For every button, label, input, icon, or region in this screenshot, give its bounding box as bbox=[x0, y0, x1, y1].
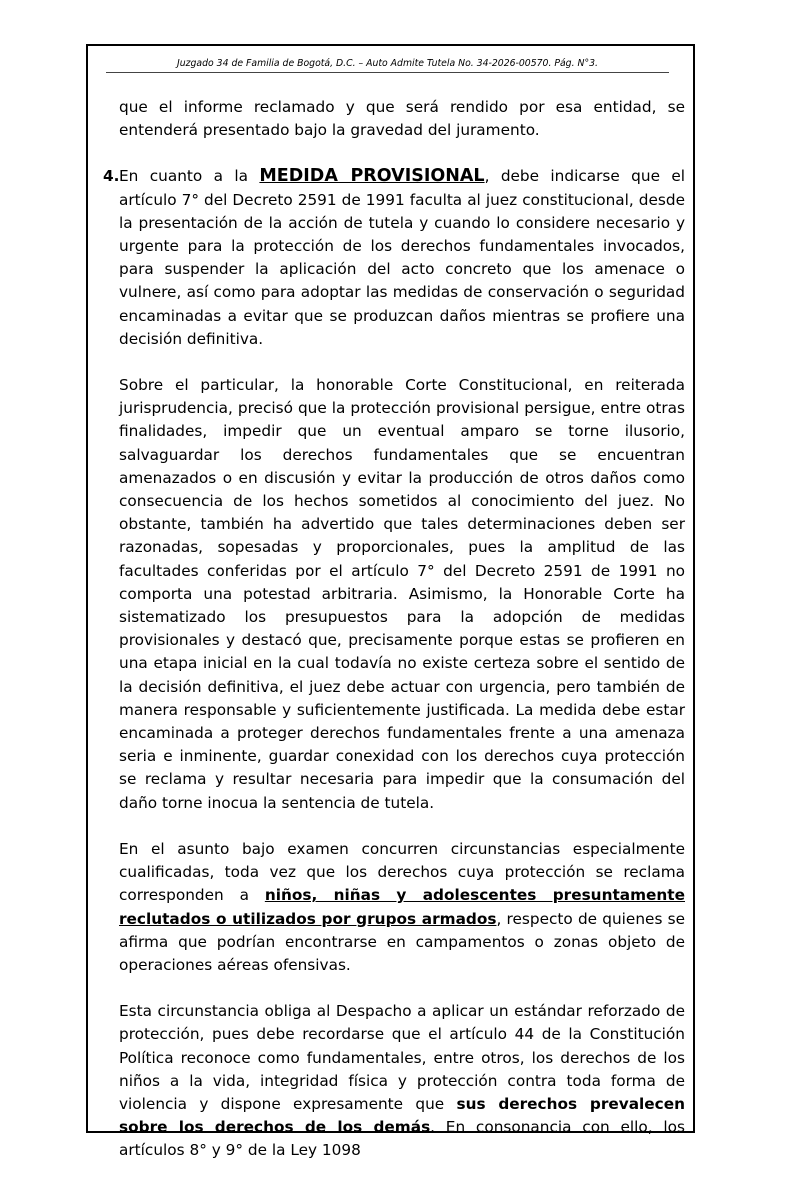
paragraph-asunto: En el asunto bajo examen concurren circunstancias especialmente cualificadas, toda vez que los derechos cuya protección se reclama corresponden a niños, niñas y adolescentes presuntamente reclutados o utilizados por grupos armados, respecto de quienes se afirma que podrían encontrarse en campamentos o zonas objeto de operaciones aéreas ofensivas. bbox=[119, 839, 685, 974]
paragraph-estandar: Esta circunstancia obliga al Despacho a aplicar un estándar reforzado de protección, pues debe recordarse que el artículo 44 de la Constitución Política reconoce como fundamentales, entre otros, los derechos de los niños a la vida, integridad física y protección contra toda forma de violencia y dispone expresamente que sus derechos prevalecen sobre los derechos de los demás. En consonancia con ello, los artículos 8° y 9° de la Ley 1098 bbox=[119, 1002, 685, 1160]
emphasis-bold: sus derechos prevalecen sobre los derechos de los demás bbox=[119, 1094, 685, 1137]
page-frame bbox=[86, 44, 695, 1160]
paragraph-medida-provisional: 4. En cuanto a la MEDIDA PROVISIONAL, debe indicarse que el artículo 7° del Decreto 2591 de 1991 faculta al juez constitucional, desde la presentación de la acción de tutela y cuando lo considere necesario y urgente para la protección de los derechos fundamentales invocados, para suspender la aplicación del acto concreto que los amenace o vulnere, así como para adoptar las medidas de conservación o seguridad encaminadas a evitar que se produzcan daños mientras se profiere una decisión definitiva. bbox=[103, 166, 686, 348]
paragraph-continuation: que el informe reclamado y que será rendido por esa entidad, se entenderá presentado bajo la gravedad del juramento. bbox=[119, 98, 685, 140]
item-number: 4. bbox=[103, 167, 120, 186]
section-heading: MEDIDA PROVISIONAL bbox=[259, 166, 485, 187]
document-body bbox=[103, 96, 686, 1163]
paragraph-jurisprudencia: Sobre el particular, la honorable Corte Constitucional, en reiterada jurisprudencia, precisó que la protección provisional persigue, entre otras finalidades, impedir que un eventual amparo se torne ilusorio, salvaguardar los derechos fundamentales que se encuentran amenazados o en discusión y evitar la producción de otros daños como consecuencia de los hechos sometidos al conocimiento del juez. No obstante, también ha advertido que tales determinaciones deben ser razonadas, sopesadas y proporcionales, pues la amplitud de las facultades conferidas por el artículo 7° del Decreto 2591 de 1991 no comporta una potestad arbitraria. Asimismo, la Honorable Corte ha sistematizado los presupuestos para la adopción de medidas provisionales y destacó que, precisamente porque estas se profieren en una etapa inicial en la cual todavía no existe certeza sobre el sentido de la decisión definitiva, el juez debe actuar con urgencia, pero también de manera responsable y suficientemente justificada. La medida debe estar encaminada a proteger derechos fundamentales frente a una amenaza seria e inminente, guardar conexidad con los derechos cuya protección se reclama y resultar necesaria para impedir que la consumación del daño torne inocua la sentencia de tutela. bbox=[119, 376, 685, 812]
emphasis-underlined: niños, niñas y adolescentes presuntamente reclutados o utilizados por grupos armados bbox=[119, 886, 685, 928]
running-header: Juzgado 34 de Familia de Bogotá, D.C. – Auto Admite Tutela No. 34-2026-00570. Pág. N°3. bbox=[106, 58, 669, 73]
